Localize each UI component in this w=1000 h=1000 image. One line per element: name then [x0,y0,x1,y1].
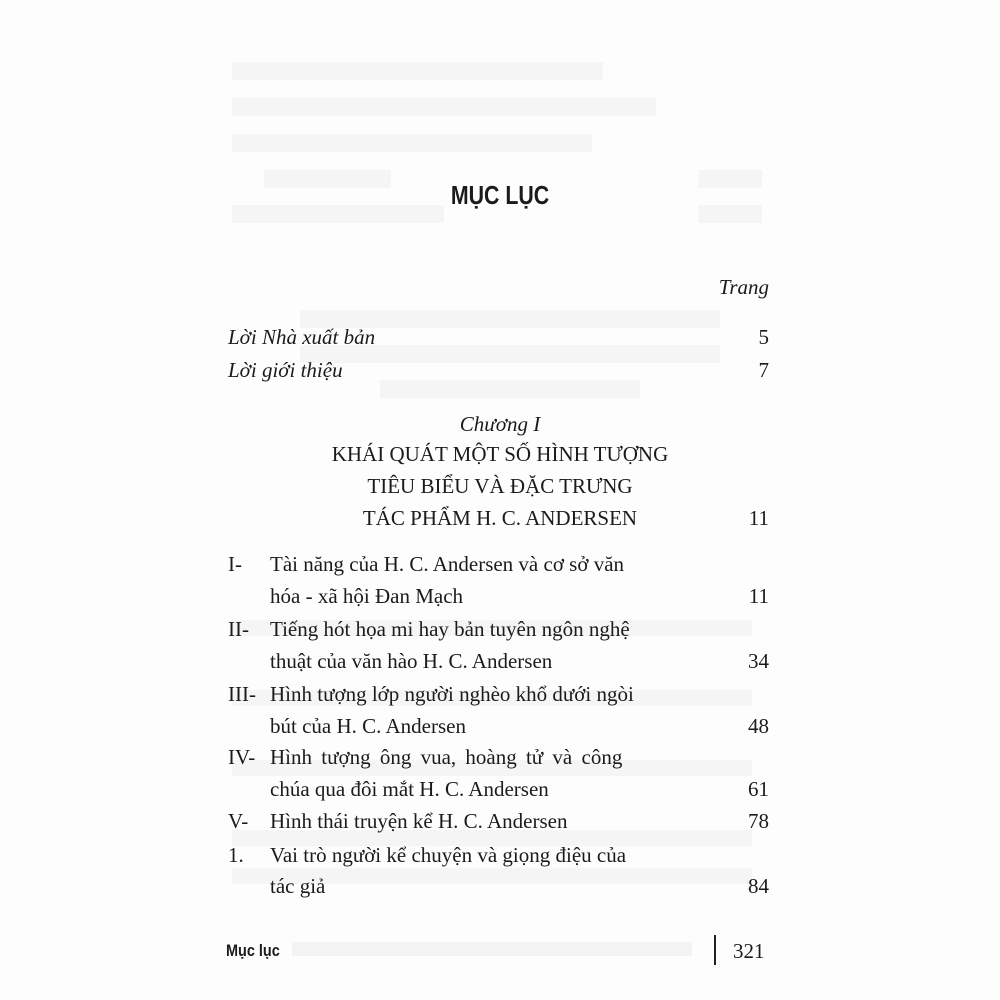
section-title-line: Tài năng của H. C. Andersen và cơ sở văn [270,552,625,576]
section-number: V- [228,809,249,833]
section-title-line: Tiếng hót họa mi hay bản tuyên ngôn nghệ [270,617,630,641]
page-column-header: Trang [718,275,769,299]
section-title-line: Vai trò người kể chuyện và giọng điệu của [270,843,627,867]
section-number: 1. [228,843,244,867]
toc-page-number: 5 [758,325,769,349]
section-title-line: thuật của văn hào H. C. Andersen [270,649,553,673]
running-footer-bleed [292,942,692,956]
toc-page-number: 78 [748,809,769,833]
toc-entry-introduction[interactable]: Lời giới thiệu [228,358,343,382]
toc-page-number: 11 [748,506,769,530]
section-number: I- [228,552,242,576]
toc-page-number: 7 [758,358,769,382]
toc-title: MỤC LỤC [450,180,550,210]
footer-divider [714,935,716,965]
toc-entry-publisher-note[interactable]: Lời Nhà xuất bản [228,325,376,349]
section-title-line: hóa - xã hội Đan Mạch [270,584,464,608]
toc-page-number: 61 [748,777,769,801]
section-number: III- [228,682,256,706]
chapter-title-line[interactable]: KHÁI QUÁT MỘT SỐ HÌNH TƯỢNG [331,442,669,466]
section-title-line: Hình tượng ông vua, hoàng tử và công [270,745,623,769]
section-title-line: Hình thái truyện kể H. C. Andersen [270,809,568,833]
toc-page-number: 34 [748,649,769,673]
chapter-label: Chương I [459,412,541,436]
section-title-line: Hình tượng lớp người nghèo khổ dưới ngòi [270,682,634,706]
chapter-title-line[interactable]: TIÊU BIỂU VÀ ĐẶC TRƯNG [367,474,633,498]
footer-page-number: 321 [733,939,765,963]
section-title-line: tác giả [270,874,326,898]
toc-page-number: 11 [748,584,769,608]
running-footer-label: Mục lục [226,941,280,960]
chapter-title-line[interactable]: TÁC PHẨM H. C. ANDERSEN [362,506,638,530]
toc-page-number: 48 [748,714,769,738]
section-number: IV- [228,745,256,769]
section-title-line: chúa qua đôi mắt H. C. Andersen [270,777,549,801]
toc-page-number: 84 [748,874,769,898]
section-title-line: bút của H. C. Andersen [270,714,466,738]
section-number: II- [228,617,249,641]
